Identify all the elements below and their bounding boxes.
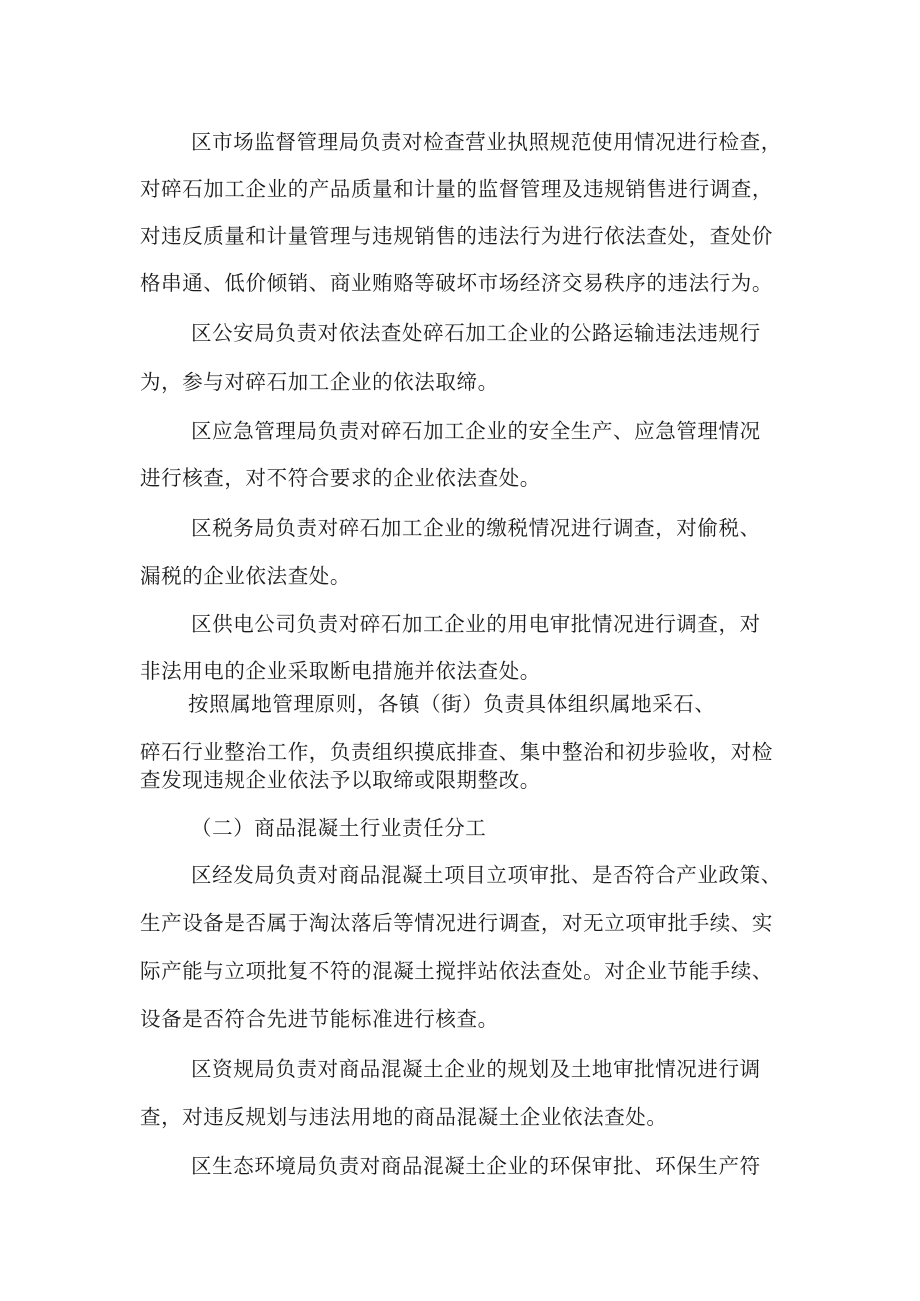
paragraph-towns-streets-line: 查发现违规企业依法予以取缔或限期整改。: [140, 768, 541, 792]
paragraph-public-security-line: 区公安局负责对依法查处碎石加工企业的公路运输违法违规行: [191, 321, 761, 345]
paragraph-market-supervision-line: 格串通、低价倾销、商业贿赂等破坏市场经济交易秩序的违法行为。: [140, 271, 773, 295]
paragraph-economic-development-line: 际产能与立项批复不符的混凝土搅拌站依法查处。对企业节能手续、: [140, 959, 773, 983]
paragraph-natural-resources-line: 区资规局负责对商品混凝土企业的规划及土地审批情况进行调: [191, 1057, 761, 1081]
paragraph-public-security-line: 为，参与对碎石加工企业的依法取缔。: [140, 370, 499, 394]
paragraph-market-supervision-line: 对碎石加工企业的产品质量和计量的监督管理及违规销售进行调查，: [140, 177, 773, 201]
paragraph-power-supply-line: 非法用电的企业采取断电措施并依法查处。: [140, 659, 541, 683]
paragraph-taxation-line: 区税务局负责对碎石加工企业的缴税情况进行调查，对偷税、: [191, 516, 761, 540]
paragraph-emergency-management-line: 进行核查，对不符合要求的企业依法查处。: [140, 466, 541, 490]
paragraph-power-supply-line: 区供电公司负责对碎石加工企业的用电审批情况进行调查，对: [191, 612, 761, 636]
section-heading: （二）商品混凝土行业责任分工: [191, 816, 487, 840]
paragraph-market-supervision-line: 区市场监督管理局负责对检查营业执照规范使用情况进行检查，: [191, 130, 782, 154]
paragraph-towns-streets-line: 碎石行业整治工作，负责组织摸底排查、集中整治和初步验收，对检: [140, 740, 773, 764]
paragraph-towns-streets-line: 按照属地管理原则，各镇（街）负责具体组织属地采石、: [188, 692, 716, 716]
paragraph-market-supervision-line: 对违反质量和计量管理与违规销售的违法行为进行依法查处，查处价: [140, 224, 773, 248]
paragraph-economic-development-line: 设备是否符合先进节能标准进行核查。: [140, 1007, 499, 1031]
paragraph-emergency-management-line: 区应急管理局负责对碎石加工企业的安全生产、应急管理情况: [191, 419, 761, 443]
paragraph-economic-development-line: 区经发局负责对商品混凝土项目立项审批、是否符合产业政策、: [191, 863, 782, 887]
paragraph-economic-development-line: 生产设备是否属于淘汰落后等情况进行调查，对无立项审批手续、实: [140, 911, 773, 935]
paragraph-taxation-line: 漏税的企业依法查处。: [140, 564, 351, 588]
paragraph-natural-resources-line: 查，对违反规划与违法用地的商品混凝土企业依法查处。: [140, 1105, 668, 1129]
paragraph-ecological-environment-line: 区生态环境局负责对商品混凝土企业的环保审批、环保生产符: [191, 1154, 761, 1178]
